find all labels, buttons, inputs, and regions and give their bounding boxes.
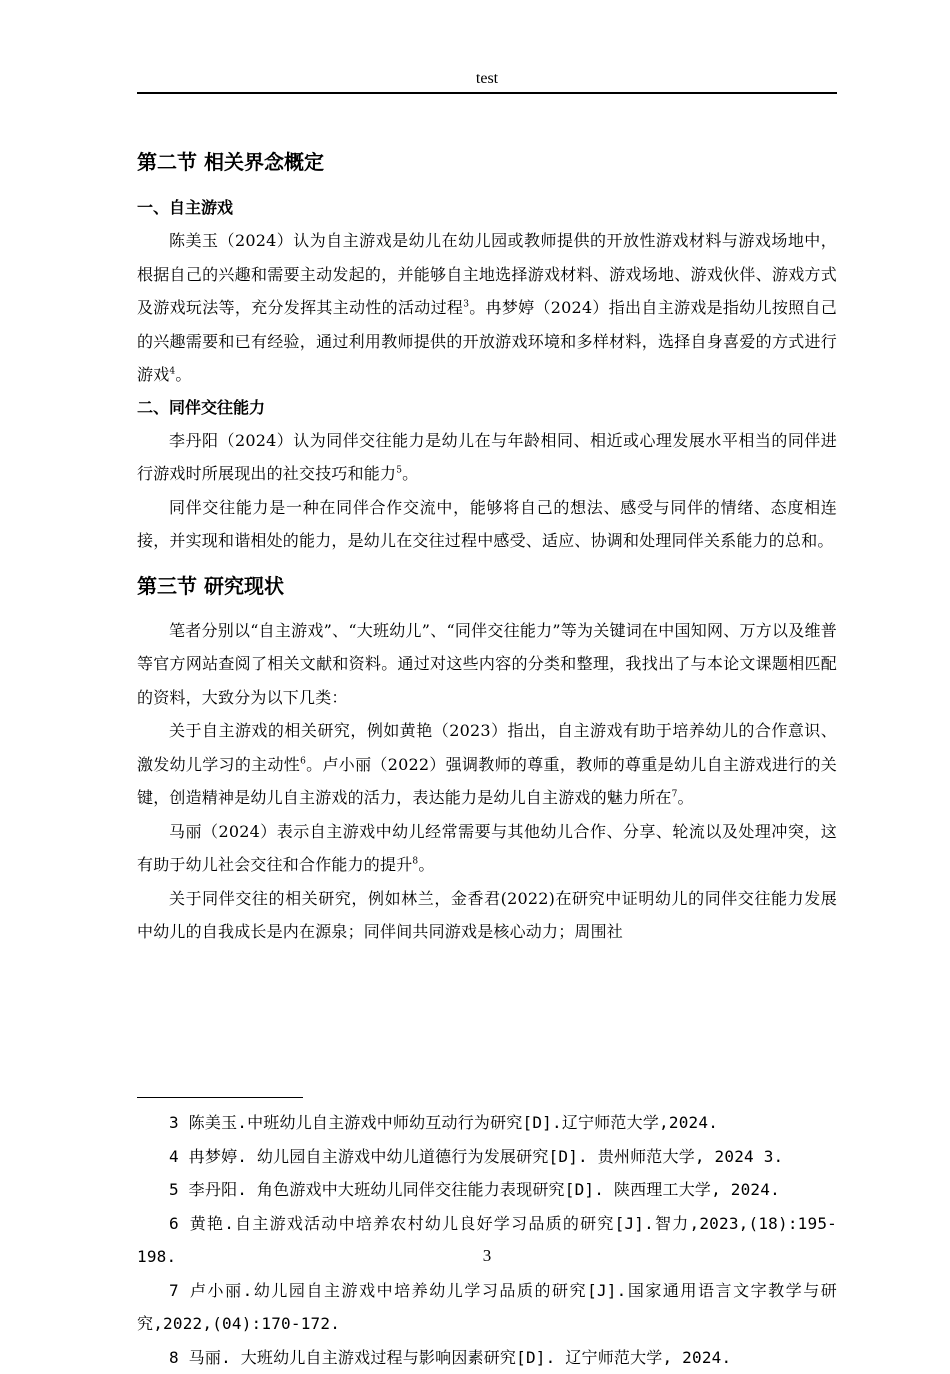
paragraph-text: 马丽（2024）表示自主游戏中幼儿经常需要与其他幼儿合作、分享、轮流以及处理冲突，这有助于幼儿社会交往和合作能力的提升 xyxy=(137,822,837,875)
section-3-title: 第三节 研究现状 xyxy=(137,566,837,606)
footnote-ref-8[interactable]: 8 xyxy=(412,857,418,867)
paragraph-text: 。卢小丽（2022）强调教师的尊重，教师的尊重是幼儿自主游戏进行的关键，创造精神是幼儿自主游戏的活力，表达能力是幼儿自主游戏的魅力所在 xyxy=(137,755,837,808)
paragraph-peer-interaction-1 xyxy=(137,424,837,491)
section-2-title: 第二节 相关界念概定 xyxy=(137,142,837,182)
paragraph-text: 关于自主游戏的相关研究，例如黄艳（2023）指出，自主游戏有助于培养幼儿的合作意识、激发幼儿学习的主动性 xyxy=(137,721,837,774)
footnote-5: 5 李丹阳. 角色游戏中大班幼儿同伴交往能力表现研究[D]. 陕西理工大学, 2024. xyxy=(137,1173,837,1207)
paragraph-research-mali xyxy=(137,815,837,882)
paragraph-peer-interaction-2: 同伴交往能力是一种在同伴合作交流中，能够将自己的想法、感受与同伴的情绪、态度相连接，并实现和谐相处的能力，是幼儿在交往过程中感受、适应、协调和处理同伴关系能力的总和。 xyxy=(137,491,837,558)
footnote-8: 8 马丽. 大班幼儿自主游戏过程与影响因素研究[D]. 辽宁师范大学, 2024. xyxy=(137,1341,837,1374)
footnotes xyxy=(137,1106,837,1374)
footnote-4: 4 冉梦婷. 幼儿园自主游戏中幼儿道德行为发展研究[D]. 贵州师范大学, 2024 3. xyxy=(137,1140,837,1174)
paragraph-text: 。 xyxy=(175,365,191,384)
footnote-7: 7 卢小丽.幼儿园自主游戏中培养幼儿学习品质的研究[J].国家通用语言文字教学与研究,2022,(04):170-172. xyxy=(137,1274,837,1341)
paragraph-text: 。 xyxy=(418,855,434,874)
footnote-6: 6 黄艳.自主游戏活动中培养农村幼儿良好学习品质的研究[J].智力,2023,(18):195-198. xyxy=(137,1207,837,1274)
paragraph-text: 。 xyxy=(402,464,418,483)
footnote-ref-4[interactable]: 4 xyxy=(169,367,175,377)
paragraph-text: 。冉梦婷（2024）指出自主游戏是指幼儿按照自己的兴趣需要和已有经验，通过利用教师提供的开放游戏环境和多样材料，选择自身喜爱的方式进行游戏 xyxy=(137,298,837,384)
footnote-3: 3 陈美玉.中班幼儿自主游戏中师幼互动行为研究[D].辽宁师范大学,2024. xyxy=(137,1106,837,1140)
paragraph-research-autonomous-play xyxy=(137,714,837,815)
header-rule xyxy=(137,92,837,94)
page-body xyxy=(137,142,837,949)
page-number: 3 xyxy=(137,1246,837,1266)
paragraph-research-intro: 笔者分别以“自主游戏”、“大班幼儿”、“同伴交往能力”等为关键词在中国知网、万方以及维普等官方网站查阅了相关文献和资料。通过对这些内容的分类和整理，我找出了与本论文课题相匹配的资料，大致分为以下几类： xyxy=(137,614,837,715)
paragraph-autonomous-play xyxy=(137,224,837,392)
paragraph-research-peer: 关于同伴交往的相关研究，例如林兰，金香君(2022)在研究中证明幼儿的同伴交往能力发展中幼儿的自我成长是内在源泉；同伴间共同游戏是核心动力；周围社 xyxy=(137,882,837,949)
page-header: test xyxy=(137,70,837,88)
footnote-ref-6[interactable]: 6 xyxy=(300,756,306,766)
paragraph-text: 陈美玉（2024）认为自主游戏是幼儿在幼儿园或教师提供的开放性游戏材料与游戏场地中，根据自己的兴趣和需要主动发起的，并能够自主地选择游戏材料、游戏场地、游戏伙伴、游戏方式及游戏玩法等，充分发挥其主动性的活动过程 xyxy=(137,231,837,317)
subsection-autonomous-play-title: 一、自主游戏 xyxy=(137,192,837,224)
paragraph-text: 。 xyxy=(678,788,694,807)
footnote-rule xyxy=(137,1097,303,1098)
footnote-ref-3[interactable]: 3 xyxy=(463,300,469,310)
footnote-ref-7[interactable]: 7 xyxy=(672,790,678,800)
footnote-ref-5[interactable]: 5 xyxy=(396,466,402,476)
paragraph-text: 李丹阳（2024）认为同伴交往能力是幼儿在与年龄相同、相近或心理发展水平相当的同伴进行游戏时所展现出的社交技巧和能力 xyxy=(137,431,837,484)
subsection-peer-interaction-title: 二、同伴交往能力 xyxy=(137,392,837,424)
